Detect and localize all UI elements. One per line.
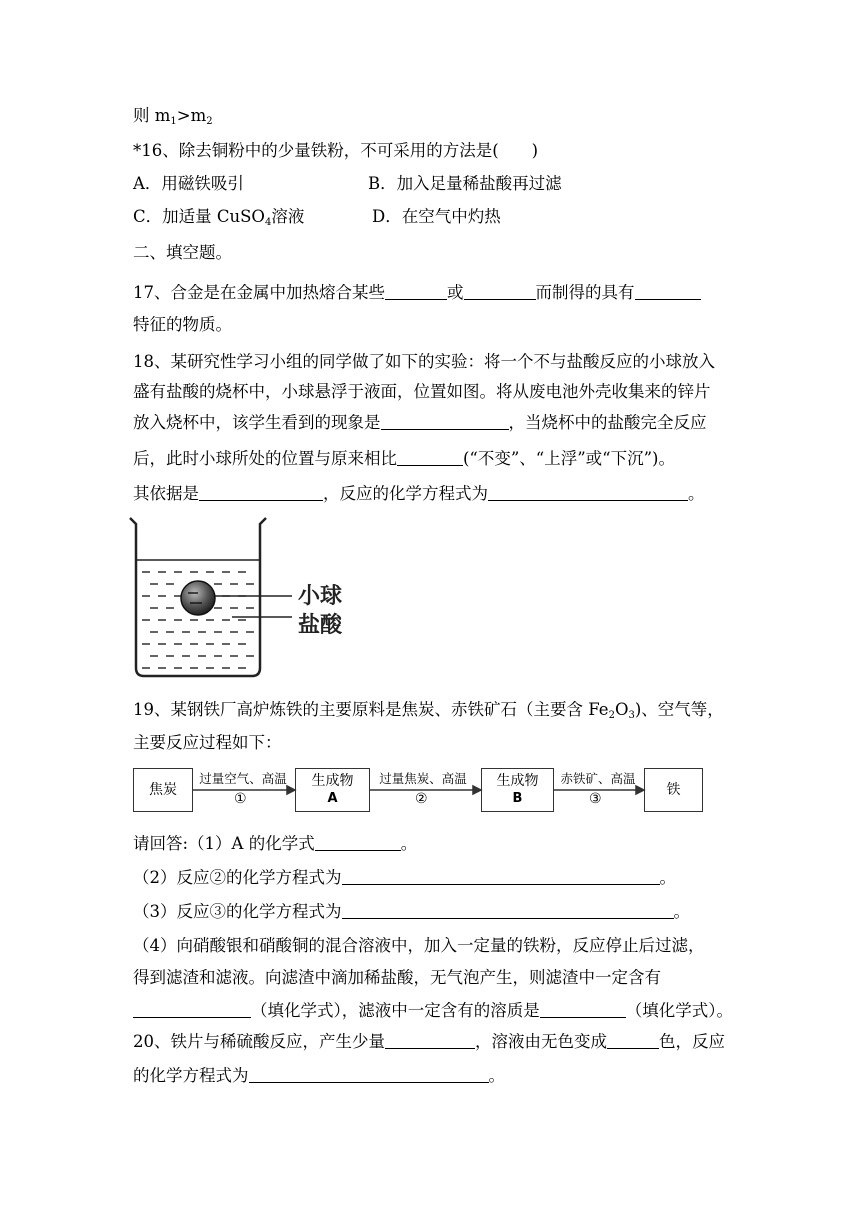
subscript: 3: [628, 710, 635, 721]
section-heading: 二、填空题。: [133, 243, 232, 262]
question-19-line1: [133, 698, 724, 722]
arrow3-label: 赤铁矿、高温: [560, 771, 636, 786]
acid-label: 盐酸: [298, 613, 343, 638]
answer-blank[interactable]: [385, 1030, 475, 1049]
text: 或: [447, 283, 464, 302]
question-18-line1: 18、某研究性学习小组的同学做了如下的实验：将一个不与盐酸反应的小球放入: [133, 352, 715, 371]
answer-blank[interactable]: [342, 866, 660, 885]
process-flow-diagram: [133, 764, 703, 820]
question-20-line1: [133, 1030, 725, 1054]
question-18-line2: 盛有盐酸的烧杯中，小球悬浮于液面，位置如图。将从废电池外壳收集来的锌片: [133, 382, 711, 401]
text: >m: [176, 106, 207, 125]
text: 其依据是: [133, 484, 199, 503]
question-19-part3: [133, 900, 690, 924]
answer-blank[interactable]: [133, 999, 251, 1018]
text: 色，反应: [659, 1032, 725, 1051]
answer-blank[interactable]: [488, 482, 688, 501]
question-19-part1: [133, 832, 417, 856]
text: B: [512, 791, 523, 806]
question-20-line2: [133, 1064, 505, 1088]
text: 20、铁片与稀硫酸反应，产生少量: [133, 1032, 385, 1051]
answer-blank[interactable]: [397, 447, 463, 466]
text: ，溶液由无色变成: [475, 1032, 607, 1051]
text: 溶液: [271, 207, 305, 226]
ball-label: 小球: [298, 584, 343, 609]
ball-icon: [181, 581, 215, 615]
text: 则 m: [133, 106, 171, 125]
text: 而制得的具有: [535, 283, 635, 302]
option-a: A．用磁铁吸引: [133, 174, 244, 193]
text: O: [614, 700, 629, 719]
question-19-part4-line2: 得到滤渣和滤液。向滤渣中滴加稀盐酸，无气泡产生，则滤渣中一定含有: [133, 968, 661, 987]
question-17: [133, 281, 701, 305]
arrow1-label: 过量空气、高温: [199, 771, 287, 786]
text: 。: [688, 484, 705, 503]
answer-blank[interactable]: [635, 281, 701, 300]
text: 17、合金是在金属中加热熔合某些: [133, 283, 385, 302]
text: 。: [673, 902, 690, 921]
arrow3-step: ③: [589, 791, 602, 807]
question-19-line2: 主要反应过程如下：: [133, 733, 282, 752]
arrow2-label: 过量焦炭、高温: [379, 771, 467, 786]
question-18-line4: [133, 447, 675, 471]
text: （3）反应③的化学方程式为: [133, 902, 342, 921]
option-d: D．在空气中灼热: [372, 207, 501, 226]
question-18-line3: [133, 411, 707, 435]
text: （填化学式）。: [625, 1001, 733, 1020]
text: （2）反应②的化学方程式为: [133, 868, 342, 887]
question-18-line5: [133, 482, 705, 506]
flow-box-iron: 铁: [644, 768, 703, 812]
answer-blank[interactable]: [249, 1064, 489, 1083]
text-line: [133, 104, 213, 128]
text: 。: [488, 1066, 505, 1085]
text: 。: [659, 868, 676, 887]
answer-blank[interactable]: [381, 411, 509, 430]
answer-blank[interactable]: [385, 281, 447, 300]
question-17-cont: 特征的物质。: [133, 315, 232, 334]
subscript: 2: [206, 116, 213, 127]
text: ，当烧杯中的盐酸完全反应: [508, 413, 707, 432]
answer-blank[interactable]: [607, 1030, 659, 1049]
beaker-figure: [126, 512, 376, 684]
option-b: B．加入足量稀盐酸再过滤: [368, 174, 562, 193]
subscript: 1: [170, 116, 177, 127]
text: 生成物: [311, 773, 354, 789]
answer-blank[interactable]: [464, 281, 536, 300]
answer-blank[interactable]: [342, 900, 674, 919]
option-c: [133, 205, 304, 229]
subscript: 4: [264, 217, 272, 228]
answer-blank[interactable]: [199, 482, 323, 501]
text: 放入烧杯中，该学生看到的现象是: [133, 413, 381, 432]
text: 生成物: [496, 773, 539, 789]
text: 19、某钢铁厂高炉炼铁的主要原料是焦炭、赤铁矿石（主要含 Fe: [133, 700, 609, 719]
text: 后，此时小球所处的位置与原来相比: [133, 449, 397, 468]
flow-box-coke: 焦炭: [133, 768, 193, 812]
text: (“不变”、“上浮”或“下沉”)。: [463, 449, 675, 468]
text: C．加适量 CuSO: [133, 207, 265, 226]
answer-blank[interactable]: [315, 832, 401, 851]
text: A: [327, 791, 338, 806]
question-19-part4-line3: [133, 999, 733, 1023]
text: 请回答:（1）A 的化学式: [133, 834, 315, 853]
arrow1-step: ①: [234, 791, 247, 807]
answer-blank[interactable]: [540, 999, 626, 1018]
question-19-part4-line1: （4）向硝酸银和硝酸铜的混合溶液中，加入一定量的铁粉，反应停止后过滤，: [133, 936, 705, 955]
text: )、空气等，: [634, 700, 724, 719]
subscript: 2: [608, 710, 615, 721]
question-19-part2: [133, 866, 676, 890]
arrow2-step: ②: [415, 791, 428, 807]
text: （填化学式），滤液中一定含有的溶质是: [251, 1001, 540, 1020]
text: 。: [400, 834, 418, 853]
question-16-stem: *16、除去铜粉中的少量铁粉，不可采用的方法是( ): [133, 141, 539, 160]
text: 的化学方程式为: [133, 1066, 249, 1085]
text: ，反应的化学方程式为: [323, 484, 488, 503]
